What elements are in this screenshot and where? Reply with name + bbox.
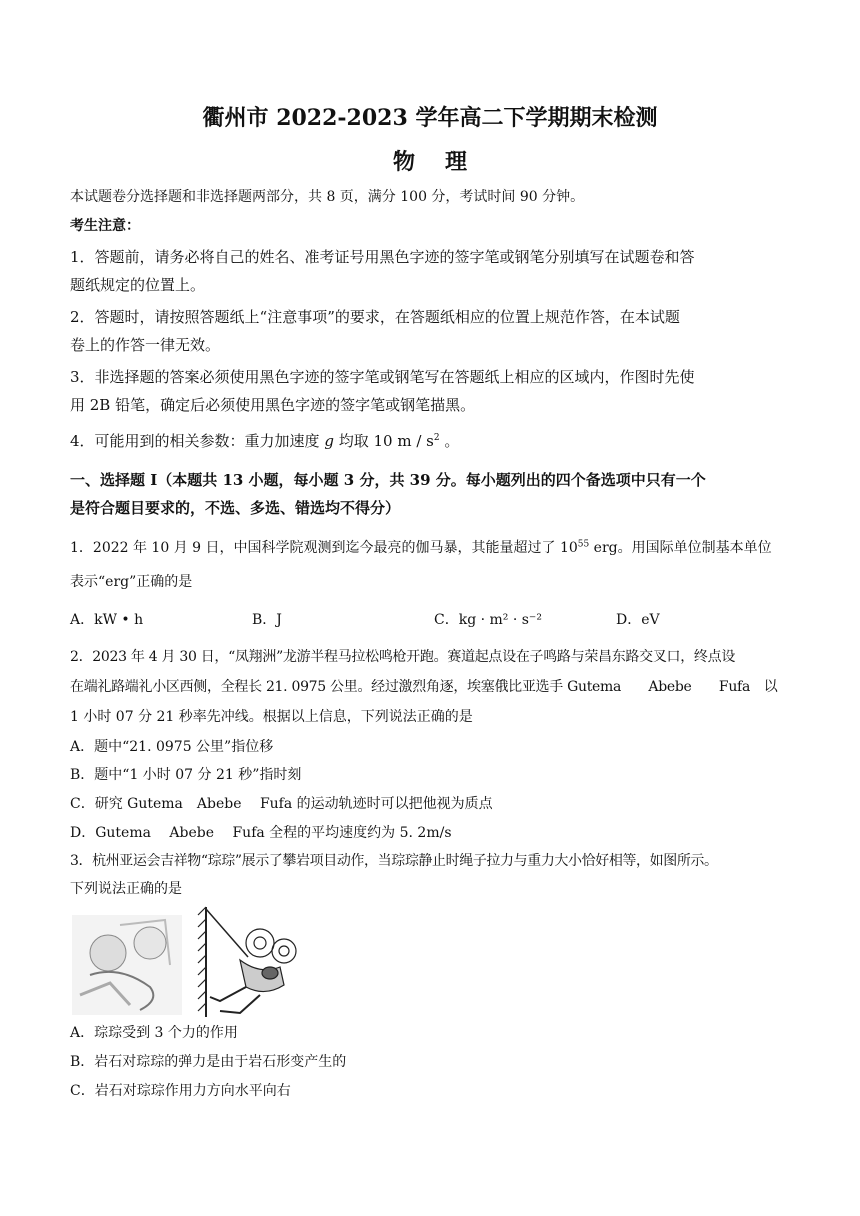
question-3-stem-cont: 下列说法正确的是 [70,881,182,897]
mascot-photo-illustration [72,915,182,1015]
exam-title: 衢州市 2022-2023 学年高二下学期期末检测 [202,105,658,131]
q2-option-a: A．题中“21. 0975 公里”指位移 [70,739,274,755]
climbing-mascot-figure [70,905,302,1018]
notice-4 [70,431,794,451]
notice-4-prefix: 4．可能用到的相关参数：重力加速度 [70,432,325,450]
q3-option-a: A．琮琮受到 3 个力的作用 [70,1025,238,1041]
question-1-stem [70,538,794,558]
q2-option-c: C．研究 Gutema Abebe Fufa 的运动轨迹时可以把他视为质点 [70,796,493,812]
question-2-stem-cont: 1 小时 07 分 21 秒率先冲线。根据以上信息，下列说法正确的是 [70,709,473,725]
q1-option-b: B．J [252,612,282,628]
q1-option-c: C．kg · m² · s⁻² [434,612,542,628]
q3-option-c: C．岩石对琮琮作用力方向水平向右 [70,1083,291,1099]
mascot-diagram [198,907,296,1017]
q1-option-a: A．kW • h [70,612,144,628]
q3-option-b: B．岩石对琮琮的弹力是由于岩石形变产生的 [70,1054,347,1070]
question-2-stem: 2．2023 年 4 月 30 日，“凤翔洲”龙游半程马拉松鸣枪开跑。赛道起点设在子鸣路与荣昌东路交叉口，终点设 [70,649,736,665]
subject-title: 物理 [392,149,497,175]
q2-option-b: B．题中“1 小时 07 分 21 秒”指时刻 [70,767,302,783]
notice-line: 2．答题时，请按照答题纸上“注意事项”的要求，在答题纸相应的位置上规范作答，在本试题 [70,308,680,326]
notice-line: 卷上的作答一律无效。 [70,336,221,354]
question-2-stem-cont: 在端礼路端礼小区西侧，全程长 21. 0975 公里。经过激烈角逐，埃塞俄比亚选手 Gutema Abebe Fufa 以 [70,679,778,695]
notice-line: 题纸规定的位置上。 [70,276,206,294]
q1-text-a: 1．2022 年 10 月 9 日，中国科学院观测到迄今最亮的伽马暴，其能量超过了 10 [70,540,578,556]
section-1-heading-cont: 是符合题目要求的，不选、多选、错选均不得分） [70,499,401,517]
notice-4-middle: 均取 10 m / s [333,432,434,450]
notice-heading: 考生注意： [70,218,140,234]
notice-line: 3．非选择题的答案必须使用黑色字迹的签字笔或钢笔写在答题纸上相应的区域内，作图时先使 [70,368,695,386]
notice-line: 1．答题前，请务必将自己的姓名、准考证号用黑色字迹的签字笔或钢笔分别填写在试题卷和答 [70,248,695,266]
q1-text-b: erg。用国际单位制基本单位 [589,540,772,556]
q1-option-d: D．eV [616,612,660,628]
section-1-heading: 一、选择题 Ⅰ（本题共 13 小题，每小题 3 分，共 39 分。每小题列出的四个备选项中只有一个 [70,471,706,489]
gravity-symbol: g [324,432,334,450]
intro-text: 本试题卷分选择题和非选择题两部分，共 8 页，满分 100 分，考试时间 90 分钟。 [70,189,585,205]
question-3-stem: 3．杭州亚运会吉祥物“琮琮”展示了攀岩项目动作，当琮琮静止时绳子拉力与重力大小恰好相等，如图所示。 [70,853,718,869]
notice-4-suffix: 。 [439,432,460,450]
q2-option-d: D．Gutema Abebe Fufa 全程的平均速度约为 5. 2m/s [70,825,452,841]
q1-exponent: 55 [577,539,590,550]
question-1-stem-cont: 表示“erg”正确的是 [70,574,193,590]
notice-4-sup: 2 [433,433,440,443]
notice-line: 用 2B 铅笔，确定后必须使用黑色字迹的签字笔或钢笔描黑。 [70,396,476,414]
